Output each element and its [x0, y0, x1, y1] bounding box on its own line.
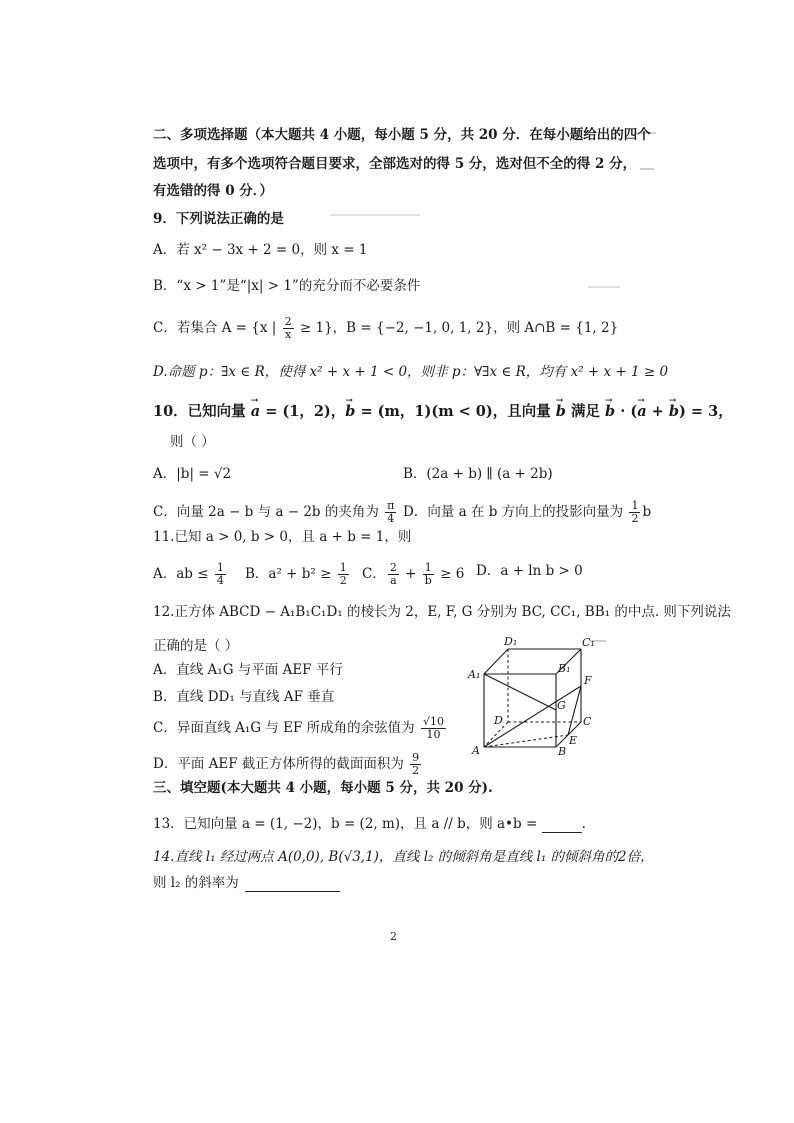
q10-d-num: 1 — [631, 499, 639, 512]
q10-c-num: π — [387, 499, 395, 512]
section2-heading-line3: 有选错的得 0 分．） — [153, 183, 274, 199]
q13 — [153, 815, 586, 833]
vector-a: → a — [251, 403, 260, 421]
q11-c-den1: a — [390, 574, 397, 587]
q11-b-num: 1 — [339, 561, 347, 574]
q10-d-pre: D．向量 a 在 b 方向上的投影向量为 — [403, 504, 628, 520]
q11-c-fraction-1 — [388, 562, 399, 587]
vector-a: → a — [637, 403, 646, 421]
cube-figure — [466, 632, 606, 757]
q12-option-a: A．直线 A₁G 与平面 AEF 平行 — [153, 662, 343, 678]
label-d: D — [494, 714, 503, 727]
q11-c-num2: 1 — [424, 561, 432, 574]
q11-option-a — [153, 562, 228, 587]
q11-stem: 11.已知 a > 0, b > 0，且 a + b = 1，则 — [153, 529, 412, 545]
q12-d-den: 2 — [412, 764, 420, 777]
q11-c-fraction-2 — [423, 562, 434, 587]
q12-option-d — [153, 752, 423, 777]
q11-option-b — [245, 562, 351, 587]
q10-stem-end: · ( — [615, 403, 638, 420]
q14-line2 — [153, 874, 340, 892]
q10-d-post: b — [642, 504, 652, 520]
q10-stem-end2: + — [646, 403, 669, 420]
q10-option-c — [153, 500, 398, 525]
q11-b-pre: B．a² + b² ≥ — [245, 566, 336, 582]
q10-stem-mid: = (1，2)， — [260, 403, 346, 420]
q13-answer-blank[interactable] — [542, 832, 582, 833]
page-number: 2 — [390, 930, 397, 943]
q11-c-pre: C． — [362, 566, 386, 582]
q12-c-den: 10 — [426, 728, 441, 741]
label-c: C — [583, 715, 592, 728]
q10-option-d — [403, 500, 651, 525]
q9-option-d: D.命题 p：∃x ∈ R，使得 x² + x + 1 < 0，则非 p：∀∃x ∈ R，均有 x² + x + 1 ≥ 0 — [153, 364, 669, 380]
q9-c-post: ≥ 1}，B = {−2, −1, 0, 1, 2}，则 A∩B = {1, 2} — [295, 320, 619, 336]
hidden-line-a-e — [484, 735, 568, 747]
line-a1-g — [484, 674, 556, 710]
label-g: G — [557, 699, 566, 712]
q12-stem-line2: 正确的是（ ） — [153, 638, 239, 654]
q11-a-den: 4 — [216, 574, 224, 587]
q9-stem: 9．下列说法正确的是 — [153, 211, 284, 227]
vector-b: → b — [605, 403, 615, 421]
q10-c-den: 4 — [387, 512, 395, 525]
label-e: E — [569, 734, 578, 747]
q10-stem — [153, 403, 733, 421]
q11-c-mid: + — [400, 566, 421, 582]
label-a: A — [472, 744, 480, 757]
q11-a-num: 1 — [216, 561, 224, 574]
q10-option-b: B．(2a + b) ∥ (a + 2b) — [403, 466, 553, 482]
q11-b-den: 2 — [339, 574, 347, 587]
q10-stem-end3: ) = 3， — [679, 403, 733, 420]
q10-d-den: 2 — [631, 512, 639, 525]
edge-d1-a1 — [484, 649, 508, 674]
label-b1: B₁ — [558, 662, 571, 675]
q9-c-den: x — [285, 328, 292, 341]
scan-speck — [640, 168, 654, 170]
q12-c-fraction — [421, 716, 446, 741]
label-b: B — [558, 745, 567, 757]
q10-stem-mid2: = (m，1)(m < 0)，且向量 — [355, 403, 556, 420]
vector-b: → b — [345, 403, 355, 421]
q9-c-num: 2 — [284, 315, 292, 328]
q11-c-den2: b — [424, 574, 432, 587]
q11-b-fraction — [338, 562, 349, 587]
q10-option-a: A．|b| = √2 — [153, 466, 232, 482]
section3-heading: 三、填空题(本大题共 4 小题，每小题 5 分，共 20 分). — [153, 780, 493, 796]
q10-c-pre: C．向量 2a − b 与 a − 2b 的夹角为 — [153, 504, 384, 520]
scan-speck — [330, 214, 420, 216]
q11-a-fraction — [215, 562, 226, 587]
q10-d-fraction — [629, 500, 640, 525]
q9-option-b: B．“x > 1”是“|x| > 1”的充分而不必要条件 — [153, 278, 421, 294]
section2-heading-line2: 选项中，有多个选项符合题目要求，全部选对的得 5 分，选对但不全的得 2 分， — [153, 156, 637, 172]
q11-c-num1: 2 — [389, 561, 397, 574]
vector-b: → b — [669, 403, 679, 421]
q12-stem-line1: 12.正方体 ABCD − A₁B₁C₁D₁ 的棱长为 2，E, F, G 分别为 BC, CC₁, BB₁ 的中点. 则下列说法 — [153, 604, 731, 620]
q11-option-d: D．a + ln b > 0 — [476, 563, 583, 579]
q12-d-num: 9 — [412, 751, 420, 764]
q11-c-post: ≥ 6 — [435, 566, 465, 582]
q12-d-pre: D．平面 AEF 截正方体所得的截面面积为 — [153, 756, 409, 772]
q10-stem-post: 满足 — [565, 403, 606, 420]
q12-option-c — [153, 716, 448, 741]
q14-text: 则 l₂ 的斜率为 — [153, 875, 239, 891]
q9-c-fraction — [283, 316, 294, 341]
q10-c-fraction — [385, 500, 396, 525]
q10-then: 则（ ） — [170, 434, 215, 450]
q9-c-pre: C．若集合 A = {x | — [153, 320, 281, 336]
q13-post: . — [581, 816, 586, 832]
label-c1: C₁ — [582, 636, 595, 649]
q9-option-a: A．若 x² − 3x + 2 = 0，则 x = 1 — [153, 242, 368, 258]
q12-c-pre: C．异面直线 A₁G 与 EF 所成角的余弦值为 — [153, 720, 419, 736]
label-d1: D₁ — [504, 635, 518, 648]
q9-option-c — [153, 316, 618, 341]
section2-heading-line1: 二、多项选择题（本大题共 4 小题，每小题 5 分，共 20 分．在每小题给出的四个 — [153, 127, 651, 143]
q12-option-b: B．直线 DD₁ 与直线 AF 垂直 — [153, 689, 335, 705]
scan-speck — [588, 286, 620, 288]
q11-a-pre: A．ab ≤ — [153, 566, 213, 582]
q14-line1: 14.直线 l₁ 经过两点 A(0,0), B(√3,1)，直线 l₂ 的倾斜角是直线 l₁ 的倾斜角的2倍， — [153, 849, 654, 865]
label-f: F — [584, 674, 592, 687]
q13-text: 13．已知向量 a = (1, −2)，b = (2, m)，且 a // b，则 a•b = — [153, 816, 542, 832]
q11-option-c — [362, 562, 464, 587]
label-a1: A₁ — [468, 668, 481, 681]
vector-b: → b — [556, 403, 566, 421]
q12-c-num: √10 — [422, 715, 444, 728]
q10-stem-pre: 10．已知向量 — [153, 403, 251, 420]
q12-d-fraction — [410, 752, 421, 777]
q14-answer-blank[interactable] — [245, 891, 340, 892]
